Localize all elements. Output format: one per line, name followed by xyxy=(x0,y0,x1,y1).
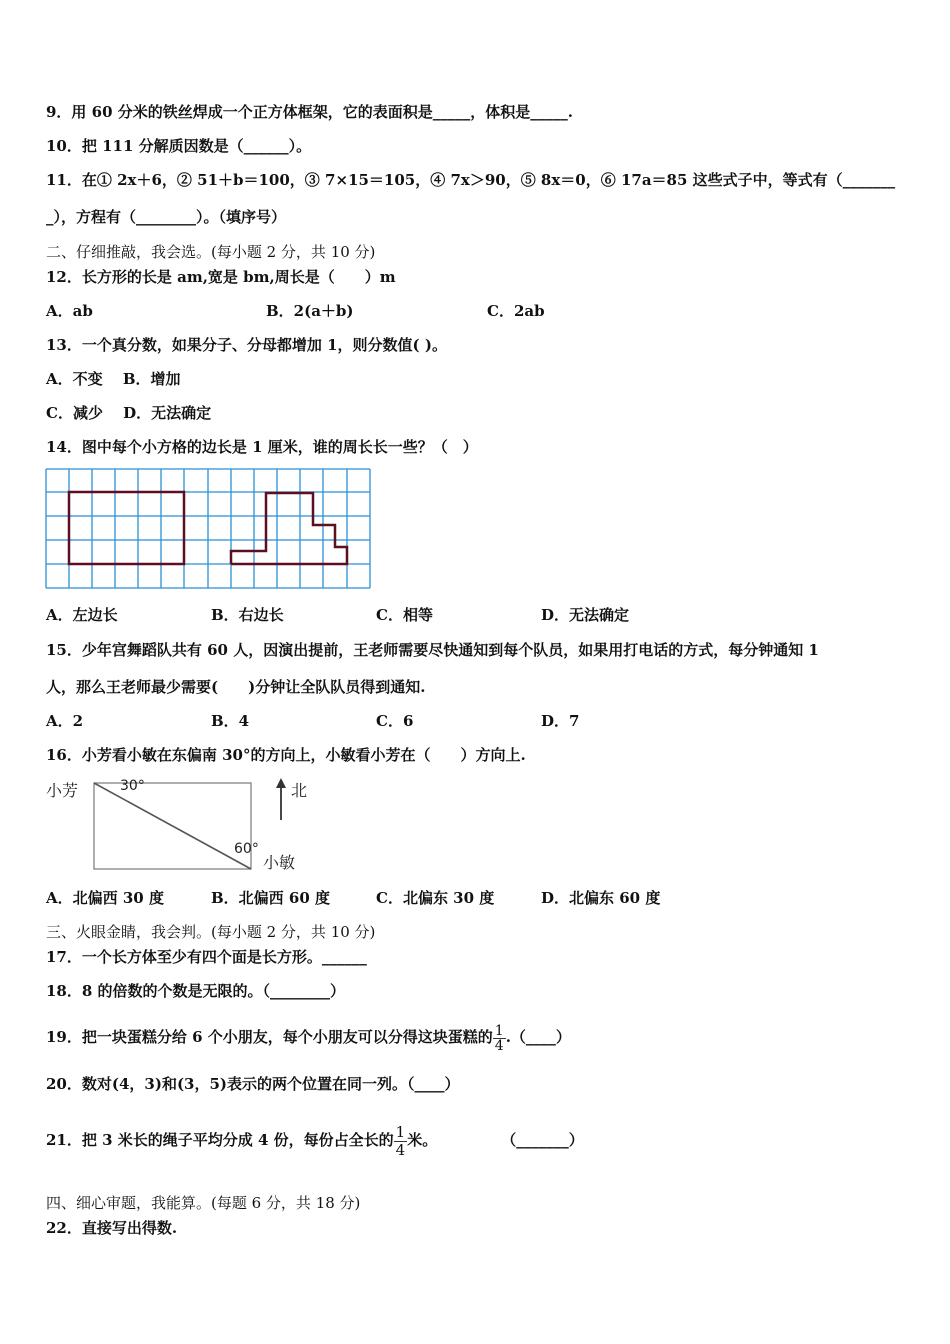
q19-frac-numerator: 1 xyxy=(494,1022,504,1039)
north-arrow-icon xyxy=(276,778,286,788)
grid-lines xyxy=(46,469,370,588)
question-11-line2: _），方程有（________）。（填序号） xyxy=(46,208,287,226)
label-xiaomin: 小敏 xyxy=(263,853,296,872)
q21-fraction xyxy=(394,1124,408,1159)
q13-options-row1: A．不变 B．增加 xyxy=(46,370,181,388)
q15-option-b: B．4 xyxy=(211,712,250,730)
q19-fraction xyxy=(493,1024,506,1053)
question-16: 16．小芳看小敏在东偏南 30°的方向上，小敏看小芳在（ ）方向上. xyxy=(46,746,526,764)
q19-blank: .（____） xyxy=(505,1028,571,1046)
q21-unit: 米。 xyxy=(407,1131,438,1149)
question-10: 10．把 111 分解质因数是（______）。 xyxy=(46,137,312,155)
q14-option-d: D．无法确定 xyxy=(541,606,630,624)
q16-option-d: D．北偏东 60 度 xyxy=(541,889,661,907)
q14-option-a: A．左边长 xyxy=(46,606,118,624)
q21-frac-numerator: 1 xyxy=(395,1122,406,1141)
question-22: 22．直接写出得数. xyxy=(46,1219,178,1237)
q16-option-c: C．北偏东 30 度 xyxy=(376,889,495,907)
angle-label-bottom: 60° xyxy=(234,841,259,857)
q13-options-row2: C．减少 D．无法确定 xyxy=(46,404,212,422)
angle-label-top: 30° xyxy=(120,778,145,794)
q12-option-b: B．2(a＋b) xyxy=(266,302,354,320)
q12-option-a: A．ab xyxy=(46,302,93,320)
question-18: 18．8 的倍数的个数是无限的。（________） xyxy=(46,982,346,1000)
q19-text: 19．把一块蛋糕分给 6 个小朋友，每个小朋友可以分得这块蛋糕的 xyxy=(46,1028,493,1046)
q21-frac-denominator: 4 xyxy=(395,1140,406,1159)
question-14: 14．图中每个小方格的边长是 1 厘米，谁的周长长一些？（ ） xyxy=(46,438,478,456)
q15-option-d: D．7 xyxy=(541,712,580,730)
q16-option-a: A．北偏西 30 度 xyxy=(46,889,164,907)
q14-option-c: C．相等 xyxy=(376,606,433,624)
question-21 xyxy=(46,1110,584,1170)
q16-direction-figure xyxy=(44,774,334,878)
question-13: 13．一个真分数，如果分子、分母都增加 1，则分数值( )。 xyxy=(46,336,447,354)
q16-option-b: B．北偏西 60 度 xyxy=(211,889,330,907)
left-rectangle-shape xyxy=(69,492,184,564)
label-north: 北 xyxy=(291,781,308,800)
q19-frac-denominator: 4 xyxy=(494,1037,504,1054)
question-11-line1: 11．在① 2x＋6，② 51＋b＝100，③ 7×15＝105，④ 7x＞90，⑤ 8x＝0，⑥ 17a＝85 这些式子中，等式有（_______ xyxy=(46,171,896,189)
question-15-line2: 人，那么王老师最少需要( )分钟让全队队员得到通知. xyxy=(46,678,426,696)
q12-option-c: C．2ab xyxy=(487,302,545,320)
section-2-heading: 二、仔细推敲，我会选。(每小题 2 分，共 10 分) xyxy=(46,243,376,261)
question-19 xyxy=(46,1018,571,1056)
q14-grid-figure xyxy=(45,468,373,590)
question-20: 20．数对(4，3)和(3，5)表示的两个位置在同一列。（____） xyxy=(46,1075,460,1093)
right-polygon-shape xyxy=(231,493,347,564)
q14-option-b: B．右边长 xyxy=(211,606,284,624)
section-4-heading: 四、细心审题，我能算。(每题 6 分，共 18 分) xyxy=(46,1194,361,1212)
question-12: 12．长方形的长是 am,宽是 bm,周长是（ ）m xyxy=(46,268,396,286)
q21-text: 21．把 3 米长的绳子平均分成 4 份，每份占全长的 xyxy=(46,1131,394,1149)
question-15-line1: 15．少年宫舞蹈队共有 60 人，因演出提前，王老师需要尽快通知到每个队员，如果用打电话的方式，每分钟通知 1 xyxy=(46,641,819,659)
question-9: 9．用 60 分米的铁丝焊成一个正方体框架，它的表面积是_____，体积是_____. xyxy=(46,103,573,121)
label-xiaofang: 小芳 xyxy=(46,781,79,800)
q21-blank: （_______） xyxy=(501,1131,584,1149)
q15-option-a: A．2 xyxy=(46,712,84,730)
section-3-heading: 三、火眼金睛，我会判。(每小题 2 分，共 10 分) xyxy=(46,923,376,941)
q15-option-c: C．6 xyxy=(376,712,414,730)
question-17: 17．一个长方体至少有四个面是长方形。______ xyxy=(46,948,367,966)
